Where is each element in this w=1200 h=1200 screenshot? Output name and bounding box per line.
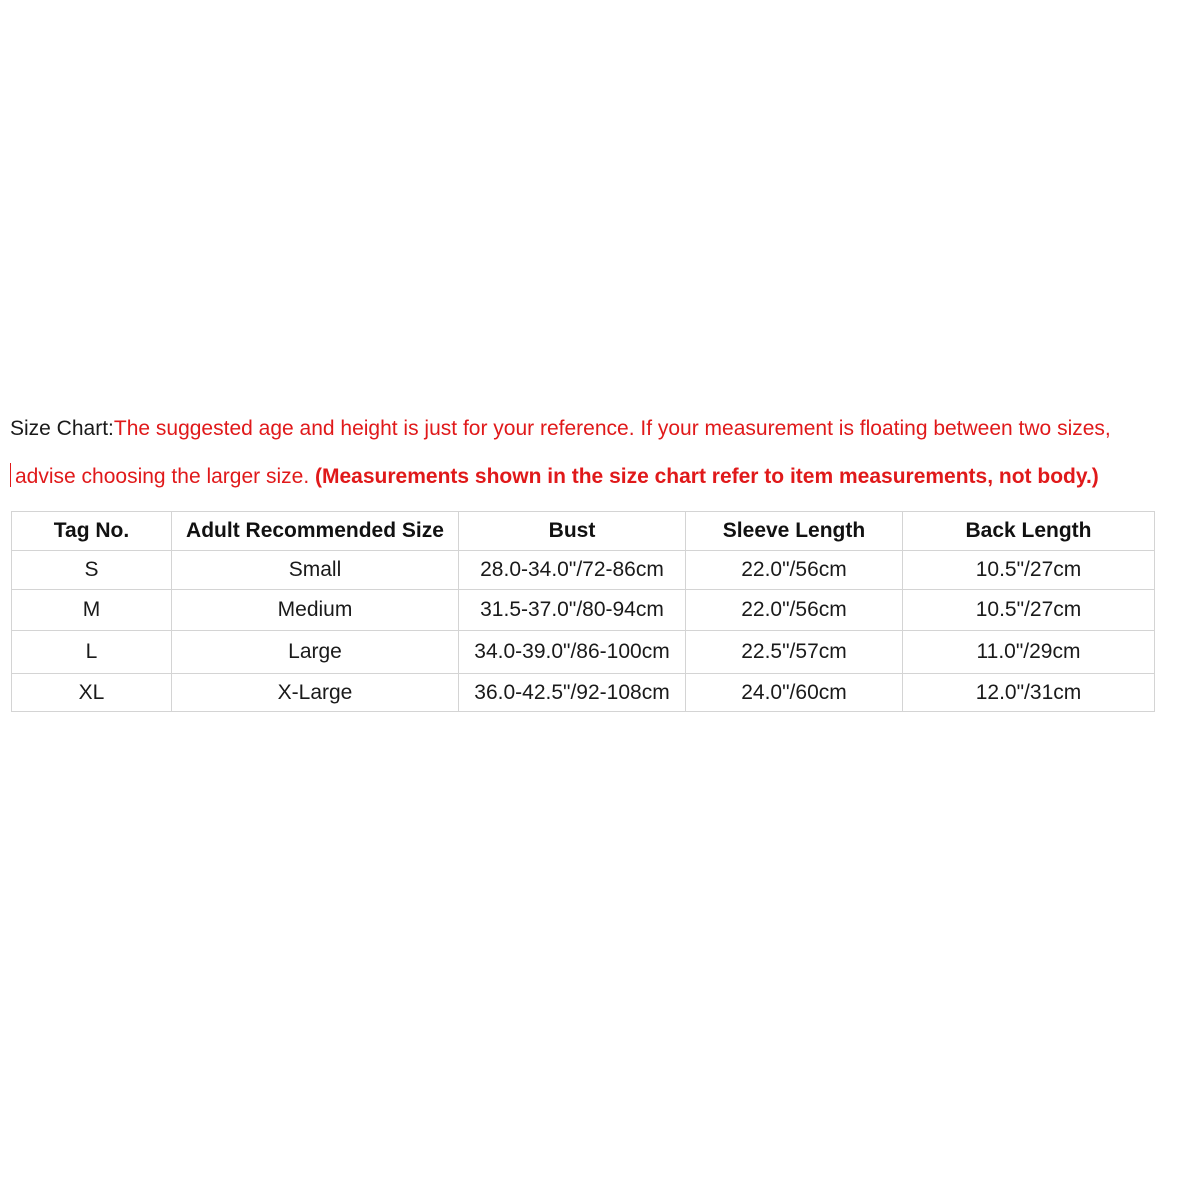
header-bust: Bust <box>459 512 686 551</box>
table-row <box>12 590 1155 631</box>
table-header-row <box>12 512 1155 551</box>
cell-back: 11.0"/29cm <box>903 631 1155 674</box>
note-measurement-disclaimer: (Measurements shown in the size chart refer to item measurements, not body.) <box>315 465 1099 488</box>
note-line2: advise choosing the larger size. <box>15 465 310 488</box>
cell-back: 12.0"/31cm <box>903 674 1155 712</box>
header-tag-no: Tag No. <box>12 512 172 551</box>
size-table <box>11 511 1155 712</box>
cell-size: Medium <box>172 590 459 631</box>
cell-sleeve: 24.0"/60cm <box>686 674 903 712</box>
cell-tag: L <box>12 631 172 674</box>
cell-bust: 36.0-42.5"/92-108cm <box>459 674 686 712</box>
cell-bust: 28.0-34.0"/72-86cm <box>459 551 686 590</box>
cell-sleeve: 22.5"/57cm <box>686 631 903 674</box>
cell-tag: M <box>12 590 172 631</box>
table-row <box>12 674 1155 712</box>
text-cursor <box>10 463 11 487</box>
cell-bust: 31.5-37.0"/80-94cm <box>459 590 686 631</box>
size-chart-note <box>10 405 1190 501</box>
cell-back: 10.5"/27cm <box>903 590 1155 631</box>
header-adult-recommended-size: Adult Recommended Size <box>172 512 459 551</box>
header-sleeve-length: Sleeve Length <box>686 512 903 551</box>
header-back-length: Back Length <box>903 512 1155 551</box>
cell-size: Small <box>172 551 459 590</box>
table-row <box>12 551 1155 590</box>
table-row <box>12 631 1155 674</box>
cell-sleeve: 22.0"/56cm <box>686 590 903 631</box>
cell-size: Large <box>172 631 459 674</box>
size-chart-label: Size Chart: <box>10 417 114 440</box>
note-line2-wrap <box>10 453 1190 501</box>
cell-tag: XL <box>12 674 172 712</box>
cell-size: X-Large <box>172 674 459 712</box>
cell-back: 10.5"/27cm <box>903 551 1155 590</box>
cell-tag: S <box>12 551 172 590</box>
cell-sleeve: 22.0"/56cm <box>686 551 903 590</box>
cell-bust: 34.0-39.0"/86-100cm <box>459 631 686 674</box>
note-line1: The suggested age and height is just for your reference. If your measurement is floating between two sizes, <box>113 417 1111 440</box>
